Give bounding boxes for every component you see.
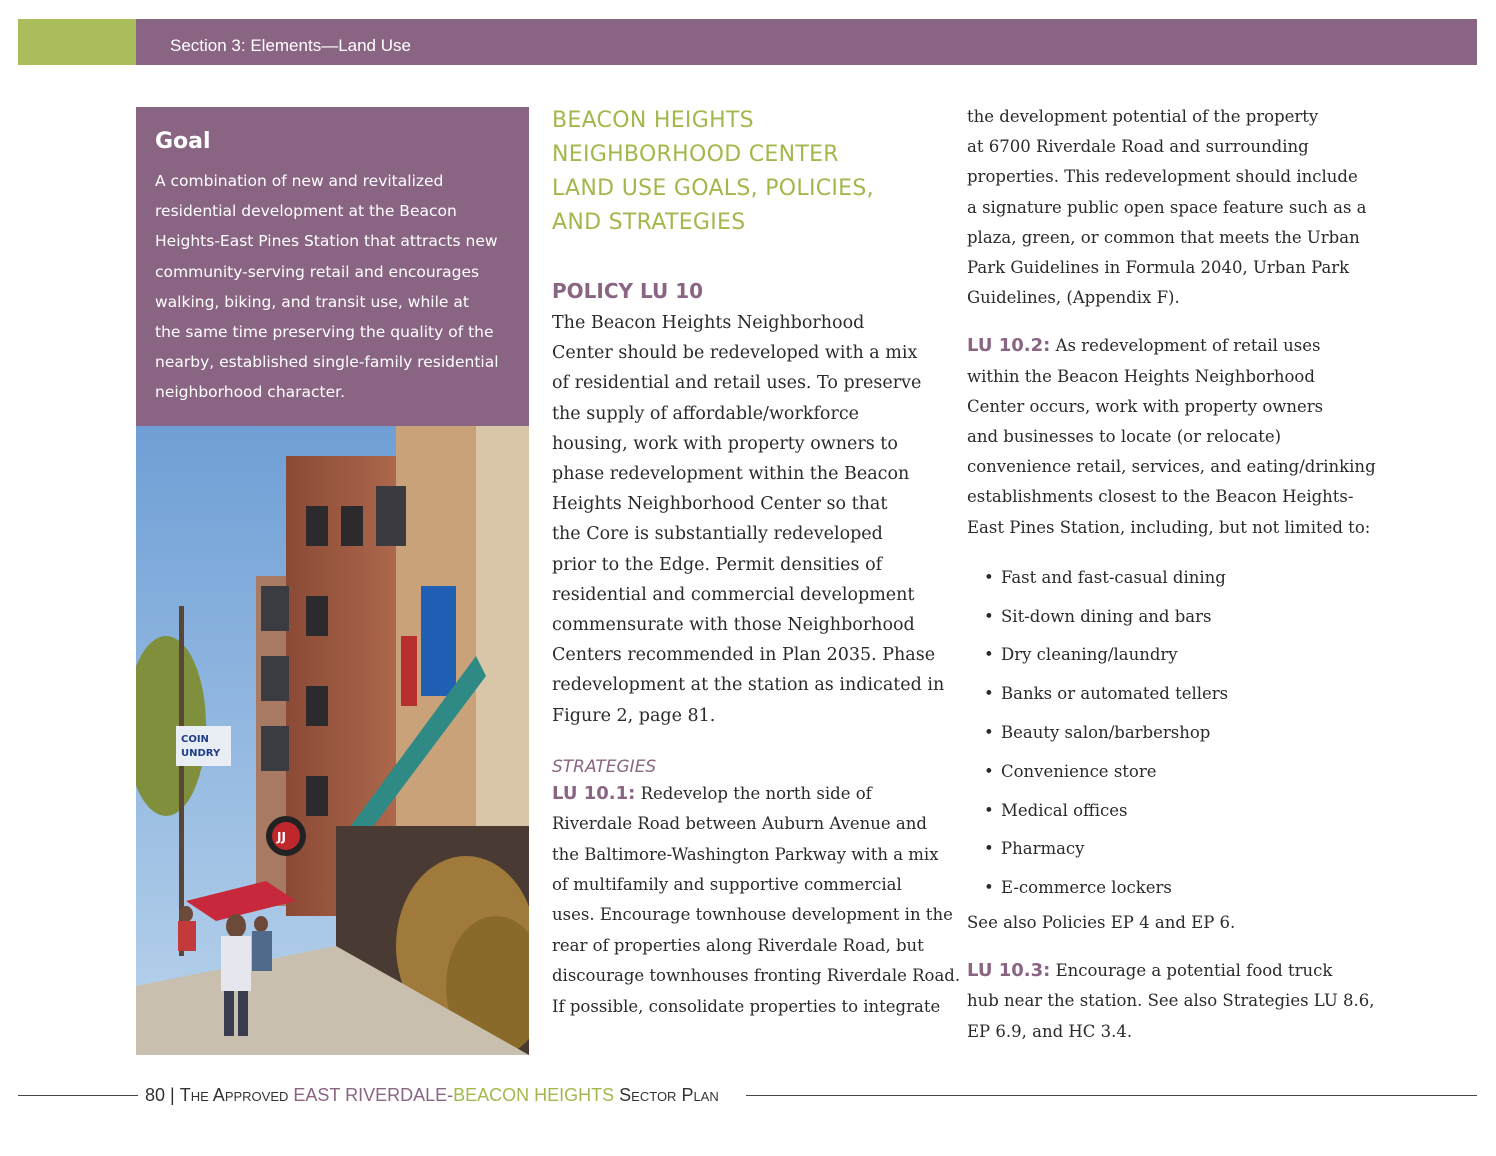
goal-line: the same time preserving the quality of the <box>155 323 494 342</box>
list-item-text: Convenience store <box>1001 761 1157 781</box>
policy-line: of residential and retail uses. To preserve <box>552 373 922 394</box>
policy-line: Center should be redeveloped with a mix <box>552 343 918 364</box>
middle-column <box>552 104 961 1022</box>
plan-name-part2: BEACON HEIGHTS <box>453 1085 615 1105</box>
bullet-icon: • <box>984 684 994 704</box>
bullet-list <box>967 559 1367 908</box>
list-item-text: E-commerce lockers <box>1001 878 1172 898</box>
strategy-line: Center occurs, work with property owners <box>967 396 1324 416</box>
list-item <box>967 792 1367 831</box>
policy-text <box>552 308 945 731</box>
strategy-text: As redevelopment of retail uses <box>1050 336 1321 356</box>
strategy-label: LU 10.3: <box>967 960 1051 982</box>
policy-line: phase redevelopment within the Beacon <box>552 464 910 485</box>
strategy-line: of multifamily and supportive commercial <box>552 875 902 895</box>
policy-line: residential and commercial development <box>552 584 915 605</box>
header-accent-block <box>18 19 136 65</box>
bullet-icon: • <box>984 567 994 587</box>
goal-line: A combination of new and revitalized <box>155 172 444 190</box>
section-title: Section 3: Elements—Land Use <box>170 36 411 55</box>
strategy-continuation <box>967 102 1367 313</box>
strategy-first-line <box>967 956 1367 986</box>
goal-line: residential development at the Beacon <box>155 202 457 221</box>
bullet-icon: • <box>984 645 994 665</box>
list-item-text: Sit-down dining and bars <box>1001 606 1212 626</box>
page-footer <box>145 1085 719 1106</box>
right-column <box>967 102 1376 1047</box>
bullet-icon: • <box>984 761 994 781</box>
goal-line: neighborhood character. <box>155 383 346 402</box>
heading-line: AND STRATEGIES <box>552 210 746 235</box>
strategy-text: Encourage a potential food truck <box>1050 961 1333 981</box>
list-item <box>967 753 1367 792</box>
goal-line: walking, biking, and transit use, while at <box>155 292 469 311</box>
footer-separator: | <box>170 1085 175 1105</box>
strategy-line: uses. Encourage townhouse development in the <box>552 905 953 925</box>
bullet-icon: • <box>984 878 994 898</box>
section-heading <box>552 104 942 240</box>
policy-line: redevelopment at the station as indicated in <box>552 675 945 696</box>
goal-title: Goal <box>155 129 211 154</box>
strategy-line: If possible, consolidate properties to integrate <box>552 996 941 1016</box>
strategy-line: discourage townhouses fronting Riverdale Road. <box>552 966 961 986</box>
bullet-icon: • <box>984 723 994 743</box>
policy-line: commensurate with those Neighborhood <box>552 615 915 636</box>
coin-laundry-sign: COIN <box>181 734 209 745</box>
strategy-line: East Pines Station, including, but not limited to: <box>967 517 1371 537</box>
policy-line: Heights Neighborhood Center so that <box>552 494 888 515</box>
list-item <box>967 830 1367 869</box>
street-photo <box>136 426 529 1055</box>
list-item-text: Beauty salon/barbershop <box>1001 723 1211 743</box>
text-line: properties. This redevelopment should include <box>967 167 1358 187</box>
goal-text <box>155 166 511 408</box>
strategy-label: LU 10.1: <box>552 782 636 804</box>
footer-prefix: The Approved <box>179 1085 289 1105</box>
strategies-title: STRATEGIES <box>552 756 657 777</box>
goal-line: nearby, established single-family residential <box>155 353 499 372</box>
plan-name-part1: EAST RIVERDALE- <box>293 1085 454 1105</box>
text-line: plaza, green, or common that meets the Urban <box>967 227 1360 247</box>
policy-line: Centers recommended in Plan 2035. Phase <box>552 645 936 666</box>
coin-laundry-sign: UNDRY <box>181 748 221 759</box>
policy-line: the Core is substantially redeveloped <box>552 524 883 545</box>
policy-line: prior to the Edge. Permit densities of <box>552 554 883 575</box>
list-item <box>967 869 1367 908</box>
strategy-lu-10-1 <box>552 779 961 1022</box>
page-number: 80 <box>145 1085 166 1105</box>
list-item-text: Dry cleaning/laundry <box>1001 645 1178 665</box>
policy-line: Figure 2, page 81. <box>552 705 716 726</box>
strategy-first-line <box>552 779 942 809</box>
heading-line: LAND USE GOALS, POLICIES, <box>552 176 874 201</box>
strategy-line: Riverdale Road between Auburn Avenue and <box>552 814 927 834</box>
bullet-icon: • <box>984 800 994 820</box>
list-item <box>967 636 1367 675</box>
list-item <box>967 714 1367 753</box>
footer-rule-right <box>746 1095 1477 1096</box>
policy-title: POLICY LU 10 <box>552 279 704 303</box>
text-line: at 6700 Riverdale Road and surrounding <box>967 137 1309 157</box>
strategy-line: hub near the station. See also Strategies LU 8.6, <box>967 991 1375 1011</box>
strategy-first-line <box>967 331 1367 361</box>
strategy-line: EP 6.9, and HC 3.4. <box>967 1021 1133 1041</box>
strategy-lu-10-3 <box>967 956 1375 1047</box>
goal-box <box>136 107 529 427</box>
strategy-line: rear of properties along Riverdale Road, but <box>552 935 924 955</box>
policy-line: the supply of affordable/workforce <box>552 403 859 424</box>
bullet-icon: • <box>984 606 994 626</box>
text-line: a signature public open space feature such as a <box>967 197 1367 217</box>
text-line: Guidelines, (Appendix F). <box>967 288 1180 308</box>
heading-line: NEIGHBORHOOD CENTER <box>552 142 839 167</box>
goal-line: community-serving retail and encourages <box>155 262 480 281</box>
list-item-text: Pharmacy <box>1001 839 1085 859</box>
policy-line: The Beacon Heights Neighborhood <box>552 313 865 333</box>
bullet-icon: • <box>984 839 994 859</box>
strategy-line: establishments closest to the Beacon Heights- <box>967 487 1354 507</box>
strategy-lu-10-2 <box>967 331 1376 542</box>
list-item <box>967 598 1367 637</box>
goal-line: Heights-East Pines Station that attracts new <box>155 232 498 251</box>
footer-suffix: Sector Plan <box>619 1085 719 1105</box>
list-item-text: Fast and fast-casual dining <box>1001 567 1226 587</box>
strategy-line: within the Beacon Heights Neighborhood <box>967 366 1315 386</box>
text-line: the development potential of the property <box>967 107 1319 126</box>
strategy-line: and businesses to locate (or relocate) <box>967 427 1282 447</box>
see-also: See also Policies EP 4 and EP 6. <box>967 913 1236 933</box>
list-item-text: Medical offices <box>1001 800 1128 820</box>
text-line: Park Guidelines in Formula 2040, Urban Park <box>967 258 1350 278</box>
heading-line: BEACON HEIGHTS <box>552 108 754 133</box>
strategy-line: the Baltimore-Washington Parkway with a mix <box>552 844 939 864</box>
restaurant-sign: JJ <box>277 830 286 844</box>
list-item <box>967 675 1367 714</box>
strategy-text: Redevelop the north side of <box>635 783 872 803</box>
footer-rule-left <box>18 1095 138 1096</box>
list-item-text: Banks or automated tellers <box>1001 684 1229 704</box>
list-item <box>967 559 1367 598</box>
strategy-label: LU 10.2: <box>967 335 1051 357</box>
policy-line: housing, work with property owners to <box>552 433 898 454</box>
strategy-line: convenience retail, services, and eating/drinking <box>967 457 1376 477</box>
street-photo-illustration <box>136 426 529 1055</box>
